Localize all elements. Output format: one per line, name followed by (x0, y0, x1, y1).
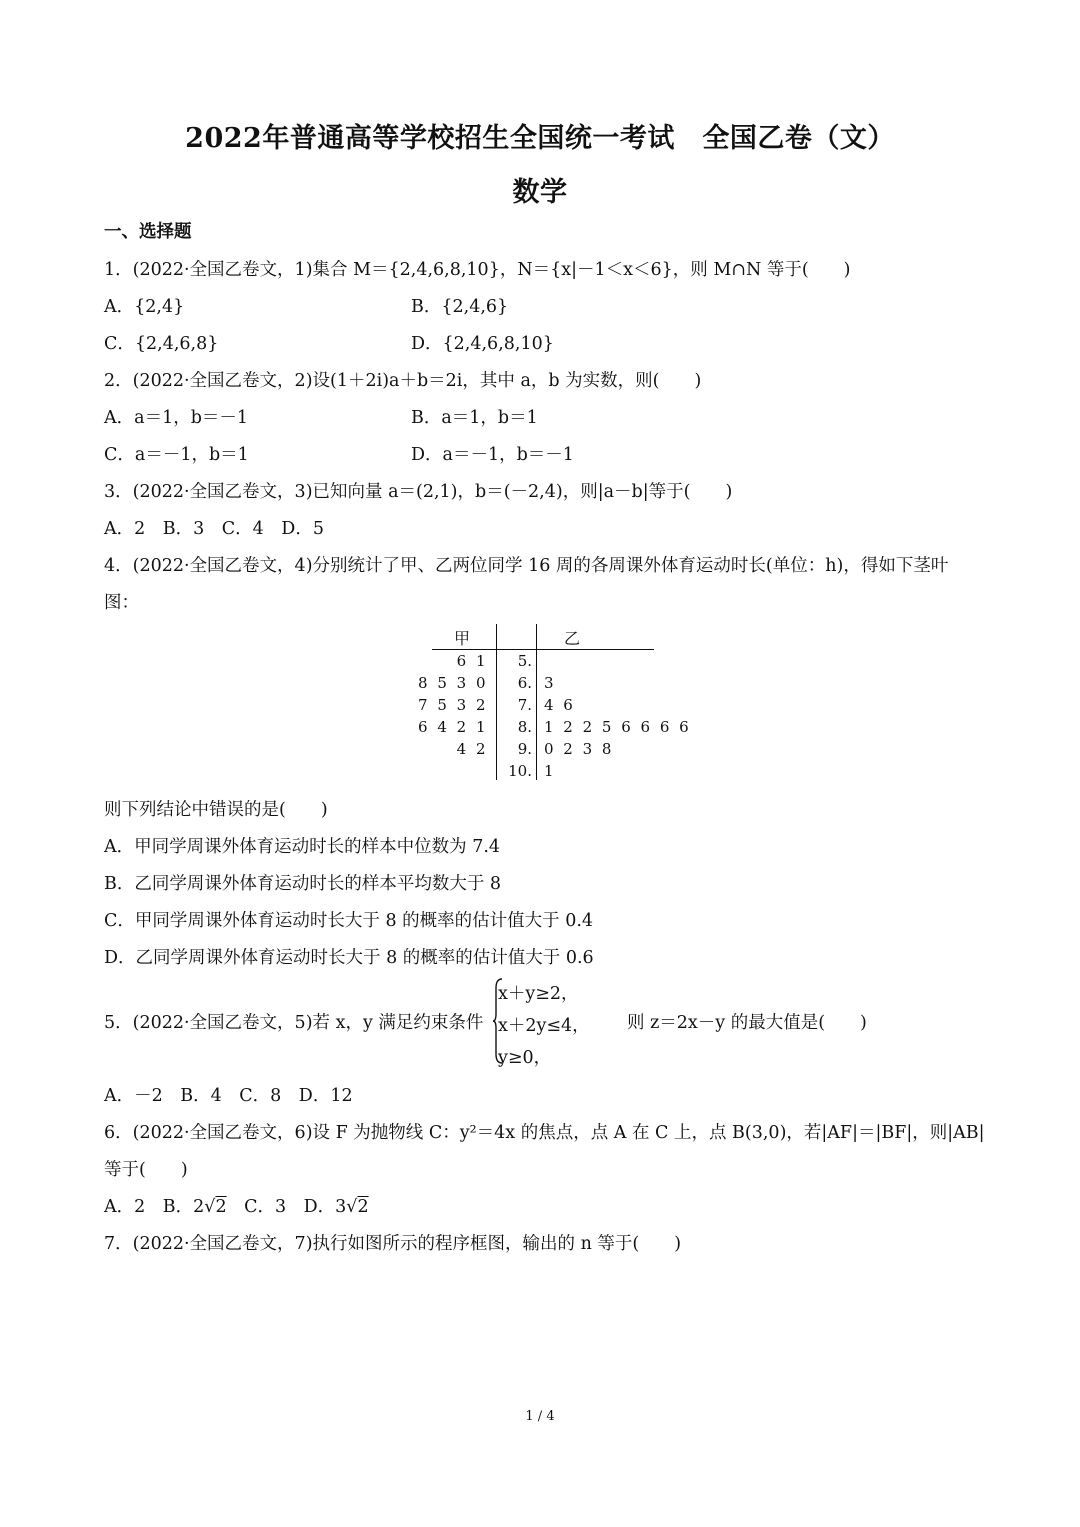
q6-option-c: C．3 (244, 1197, 287, 1217)
stem-leaf-right-header: 乙 (564, 629, 583, 648)
q2-option-a: A．a＝1，b＝－1 (104, 408, 249, 428)
stem-leaf-plot (418, 624, 692, 784)
q2-option-d: D．a＝－1，b＝－1 (411, 445, 574, 465)
q4-option-c: C．甲同学周课外体育运动时长大于 8 的概率的估计值大于 0.4 (104, 911, 594, 931)
stem-leaf-left-leaves: 6 4 2 1 (418, 718, 488, 736)
stem-leaf-left-leaves: 8 5 3 0 (418, 674, 488, 692)
stem-leaf-right-leaves: 1 (544, 762, 557, 780)
section-heading: 一、选择题 (104, 222, 192, 242)
stem-leaf-stem: 10. (508, 762, 532, 780)
q4-option-d: D．乙同学周课外体育运动时长大于 8 的概率的估计值大于 0.6 (104, 948, 594, 968)
stem-leaf-right-leaves: 4 6 (544, 696, 576, 714)
q5-constraint-3: y≥0， (498, 1048, 552, 1068)
stem-leaf-stem: 6. (517, 674, 532, 692)
q3-stem: 3．(2022·全国乙卷文，3)已知向量 a＝(2,1)，b＝(－2,4)，则|a－b|等于( ) (104, 482, 733, 502)
q6-stem-line2: 等于( ) (104, 1160, 188, 1180)
q4-stem-line1: 4．(2022·全国乙卷文，4)分别统计了甲、乙两位同学 16 周的各周课外体育运动时长(单位：h)，得如下茎叶 (104, 556, 949, 576)
stem-leaf-stem: 8. (517, 718, 532, 736)
q2-stem: 2．(2022·全国乙卷文，2)设(1＋2i)a＋b＝2i，其中 a，b 为实数，则( ) (104, 371, 702, 391)
q6-option-b-prefix: B．2√ (162, 1197, 216, 1217)
q5-constraint-2: x＋2y≤4， (498, 1016, 590, 1036)
q1-option-d: D．{2,4,6,8,10} (411, 334, 554, 354)
stem-leaf-right-leaves: 1 2 2 5 6 6 6 6 (544, 718, 692, 736)
q2-option-b: B．a＝1，b＝1 (411, 408, 538, 428)
stem-leaf-stem: 7. (517, 696, 532, 714)
stem-leaf-stem: 5. (517, 652, 532, 670)
q4-stem-line2: 图： (104, 593, 139, 613)
stem-leaf-right-leaves: 3 (544, 674, 557, 692)
q7-stem: 7．(2022·全国乙卷文，7)执行如图所示的程序框图，输出的 n 等于( ) (104, 1234, 682, 1254)
q1-option-a: A．{2,4} (104, 297, 185, 317)
stem-leaf-left-divider (496, 624, 497, 780)
stem-leaf-stem: 9. (517, 740, 532, 758)
q1-option-b: B．{2,4,6} (411, 297, 509, 317)
q5-stem-pre: 5．(2022·全国乙卷文，5)若 x，y 满足约束条件 (104, 1013, 484, 1033)
q6-option-d-radicand: 2 (357, 1197, 369, 1217)
page-number: 1 / 4 (525, 1409, 555, 1424)
q4-option-a: A．甲同学周课外体育运动时长的样本中位数为 7.4 (104, 837, 501, 857)
q1-option-c: C．{2,4,6,8} (104, 334, 219, 354)
q3-options: A．2 B．3 C．4 D．5 (104, 519, 324, 539)
stem-leaf-left-leaves: 7 5 3 2 (418, 696, 488, 714)
stem-leaf-left-leaves: 4 2 (456, 740, 488, 758)
q1-stem: 1．(2022·全国乙卷文，1)集合 M＝{2,4,6,8,10}，N＝{x|－1＜x＜6}，则 M∩N 等于( ) (104, 260, 851, 280)
q2-option-c: C．a＝－1，b＝1 (104, 445, 249, 465)
stem-leaf-right-leaves: 0 2 3 8 (544, 740, 614, 758)
q6-option-d-prefix: D．3√ (303, 1197, 358, 1217)
q5-constraint-1: x＋y≥2， (498, 984, 579, 1004)
stem-leaf-header-rule (432, 649, 654, 650)
stem-leaf-left-leaves: 6 1 (456, 652, 488, 670)
exam-title: 2022年普通高等学校招生全国统一考试 全国乙卷（文） (185, 123, 895, 154)
q4-question: 则下列结论中错误的是( ) (104, 800, 328, 820)
q5-stem-post: 则 z＝2x－y 的最大值是( ) (627, 1013, 867, 1033)
stem-leaf-left-header: 甲 (454, 629, 473, 648)
q6-stem-line1: 6．(2022·全国乙卷文，6)设 F 为抛物线 C：y²＝4x 的焦点，点 A 在 C 上，点 B(3,0)，若|AF|＝|BF|，则|AB| (104, 1123, 985, 1143)
q6-option-a: A．2 (104, 1197, 146, 1217)
stem-leaf-right-divider (536, 624, 537, 780)
q4-option-b: B．乙同学周课外体育运动时长的样本平均数大于 8 (104, 874, 502, 894)
q6-options (104, 1193, 369, 1218)
subject-title: 数学 (512, 177, 568, 208)
q6-option-b-radicand: 2 (215, 1197, 227, 1217)
q5-options: A．－2 B．4 C．8 D．12 (104, 1086, 353, 1106)
